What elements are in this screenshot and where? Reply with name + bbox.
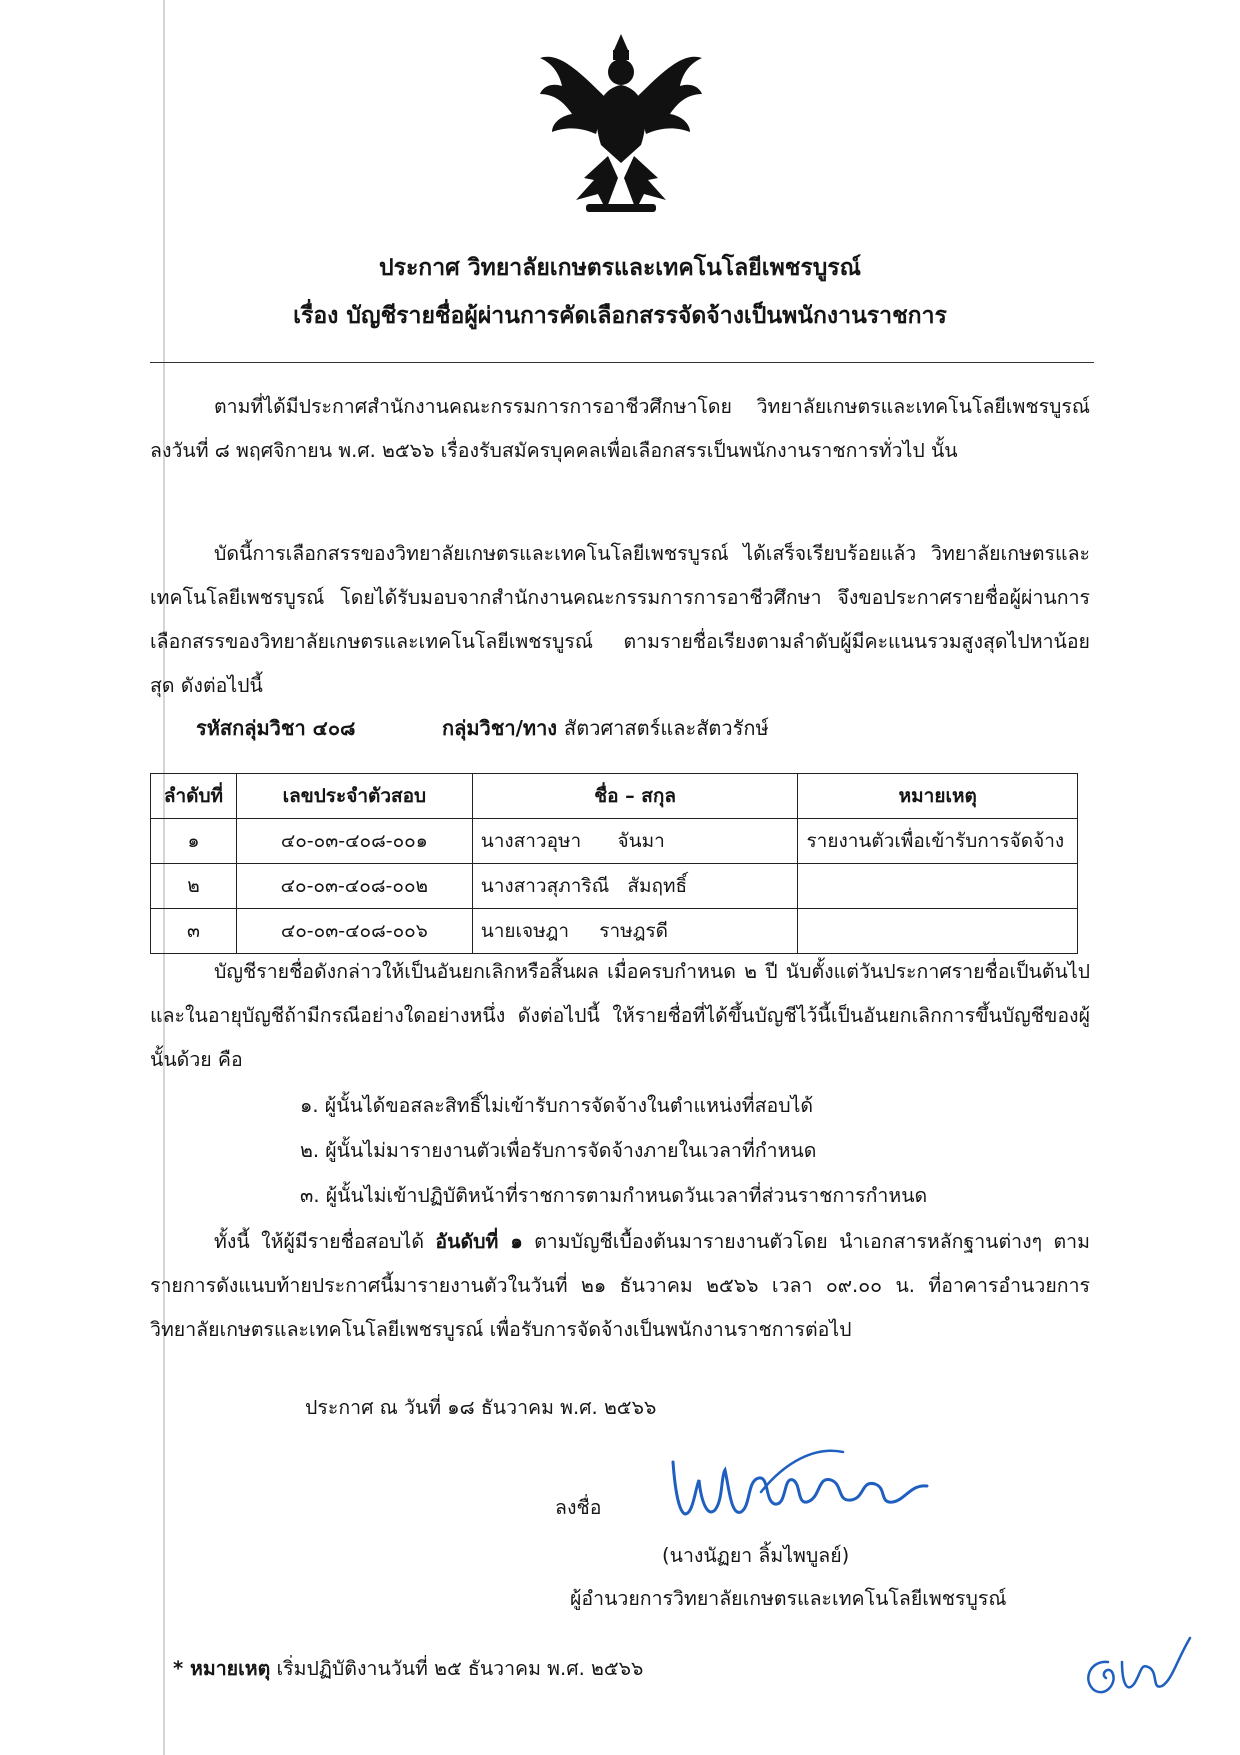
title-divider bbox=[150, 362, 1094, 363]
table-row bbox=[151, 864, 1078, 909]
condition-item: ๓. ผู้นั้นไม่เข้าปฏิบัติหน้าที่ราชการตามกำหนดวันเวลาที่ส่วนราชการกำหนด bbox=[300, 1184, 928, 1207]
row-name: นางสาวสุภาริณี สัมฤทธิ์ bbox=[472, 864, 798, 909]
initials-mark bbox=[1068, 1632, 1198, 1704]
candidate-table bbox=[150, 773, 1078, 954]
header-note: หมายเหตุ bbox=[798, 774, 1078, 819]
document-subject: เรื่อง บัญชีรายชื่อผู้ผ่านการคัดเลือกสรรจัดจ้างเป็นพนักงานราชการ bbox=[293, 303, 947, 329]
table-header-row bbox=[151, 774, 1078, 819]
row-exam-id: ๔๐-๐๓-๔๐๘-๐๐๒ bbox=[236, 864, 472, 909]
condition-item: ๑. ผู้นั้นได้ขอสละสิทธิ์ไม่เข้ารับการจัดจ้างในตำแหน่งที่สอบได้ bbox=[300, 1094, 814, 1117]
condition-item: ๒. ผู้นั้นไม่มารายงานตัวเพื่อรับการจัดจ้างภายในเวลาที่กำหนด bbox=[300, 1139, 817, 1162]
footnote bbox=[173, 1653, 643, 1684]
footnote-text: เริ่มปฏิบัติงานวันที่ ๒๕ ธันวาคม พ.ศ. ๒๕๖๖ bbox=[276, 1657, 644, 1680]
row-exam-id: ๔๐-๐๓-๔๐๘-๐๐๖ bbox=[236, 909, 472, 954]
group-value: สัตวศาสตร์และสัตวรักษ์ bbox=[564, 716, 769, 740]
group-label: กลุ่มวิชา/ทาง bbox=[442, 716, 558, 740]
announce-date: ประกาศ ณ วันที่ ๑๘ ธันวาคม พ.ศ. ๒๕๖๖ bbox=[305, 1396, 657, 1419]
signer-name: (นางนัฏยา ลิ้มไพบูลย์) bbox=[662, 1544, 850, 1567]
document-title: ประกาศ วิทยาลัยเกษตรและเทคโนโลยีเพชรบูรณ์ bbox=[379, 255, 861, 281]
row-note bbox=[798, 909, 1078, 954]
row-note: รายงานตัวเพื่อเข้ารับการจัดจ้าง bbox=[798, 819, 1078, 864]
paragraph-report: ทั้งนี้ ให้ผู้มีรายชื่อสอบได้ อันดับที่ ๑ ตามบัญชีเบื้องต้นมารายงานตัวโดย นำเอกสารหลักฐานต่างๆ ตามรายการดังแนบท้ายประกาศนี้มารายงานตัวในวันที่ ๒๑ ธันวาคม ๒๕๖๖ เวลา ๐๙.๐๐ น. ที่อาคารอำนวยการ วิทยาลัยเกษตรและเทคโนโลยีเพชรบูรณ์ เพื่อรับการจัดจ้างเป็นพนักงานราชการต่อไป bbox=[150, 1230, 1090, 1341]
rank-highlight: อันดับที่ ๑ bbox=[435, 1230, 523, 1253]
signer-position: ผู้อำนวยการวิทยาลัยเกษตรและเทคโนโลยีเพชรบูรณ์ bbox=[570, 1587, 1007, 1610]
row-exam-id: ๔๐-๐๓-๔๐๘-๐๐๑ bbox=[236, 819, 472, 864]
paragraph-announcement: บัดนี้การเลือกสรรของวิทยาลัยเกษตรและเทคโนโลยีเพชรบูรณ์ ได้เสร็จเรียบร้อยแล้ว วิทยาลัยเกษตรและเทคโนโลยีเพชรบูรณ์ โดยได้รับมอบจากสำนักงานคณะกรรมการการอาชีวศึกษา จึงขอประกาศรายชื่อผู้ผ่านการเลือกสรรของวิทยาลัยเกษตรและเทคโนโลยีเพชรบูรณ์ ตามรายชื่อเรียงตามลำดับผู้มีคะแนนรวมสูงสุดไปหาน้อยสุด ดังต่อไปนี้ bbox=[150, 542, 1090, 697]
header-exam-id: เลขประจำตัวสอบ bbox=[236, 774, 472, 819]
header-name: ชื่อ – สกุล bbox=[472, 774, 798, 819]
paragraph-reference: ตามที่ได้มีประกาศสำนักงานคณะกรรมการการอาชีวศึกษาโดย วิทยาลัยเกษตรและเทคโนโลยีเพชรบูรณ์ ลงวันที่ ๘ พฤศจิกายน พ.ศ. ๒๕๖๖ เรื่องรับสมัครบุคคลเพื่อเลือกสรรเป็นพนักงานราชการทั่วไป นั้น bbox=[150, 395, 1090, 462]
paragraph-validity: บัญชีรายชื่อดังกล่าวให้เป็นอันยกเลิกหรือสิ้นผล เมื่อครบกำหนด ๒ ปี นับตั้งแต่วันประกาศรายชื่อเป็นต้นไป และในอายุบัญชีถ้ามีกรณีอย่างใดอย่างหนึ่ง ดังต่อไปนี้ ให้รายชื่อที่ได้ขึ้นบัญชีไว้นี้เป็นอันยกเลิกการขึ้นบัญชีของผู้นั้นด้วย คือ bbox=[150, 960, 1090, 1071]
row-order: ๓ bbox=[151, 909, 237, 954]
sign-label: ลงชื่อ bbox=[555, 1496, 602, 1519]
table-row bbox=[151, 819, 1078, 864]
signature-image bbox=[665, 1440, 935, 1530]
row-name: นางสาวอุษา จันมา bbox=[472, 819, 798, 864]
row-order: ๑ bbox=[151, 819, 237, 864]
row-name: นายเจษฎา ราษฎรดี bbox=[472, 909, 798, 954]
footnote-label: * หมายเหตุ bbox=[173, 1657, 271, 1680]
group-name bbox=[442, 712, 769, 744]
row-order: ๒ bbox=[151, 864, 237, 909]
table-row bbox=[151, 909, 1078, 954]
row-note bbox=[798, 864, 1078, 909]
garuda-emblem-icon bbox=[536, 28, 706, 218]
group-code: รหัสกลุ่มวิชา ๔๐๘ bbox=[196, 716, 356, 740]
header-order: ลำดับที่ bbox=[151, 774, 237, 819]
